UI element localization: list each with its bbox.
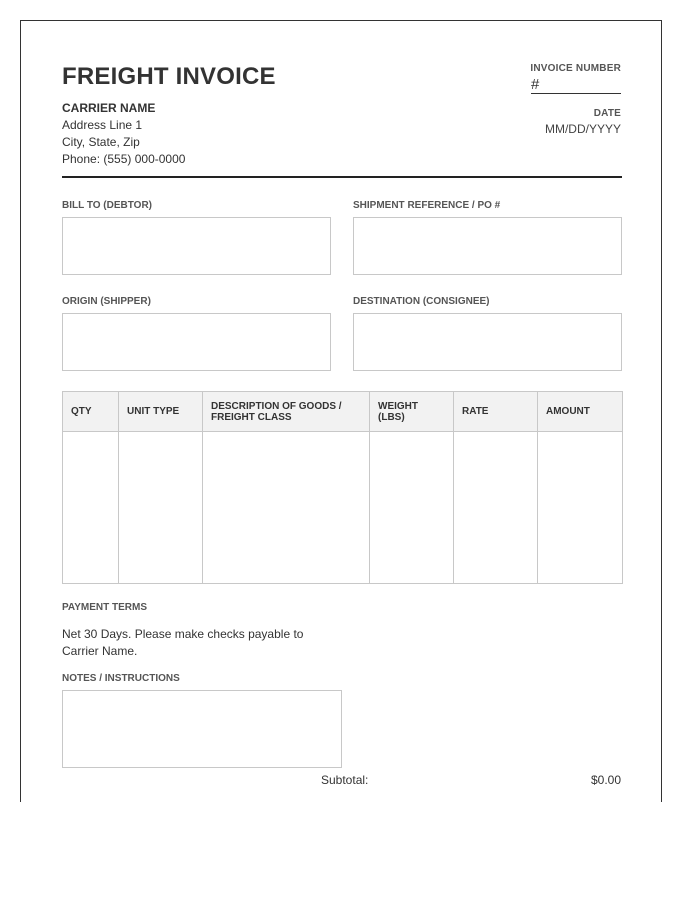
invoice-page <box>20 20 662 802</box>
table-row <box>63 432 623 584</box>
line-items-table <box>62 391 623 584</box>
payment-terms-text: Net 30 Days. Please make checks payable to Carrier Name. <box>62 627 304 658</box>
payment-terms-label: PAYMENT TERMS <box>62 602 148 613</box>
origin-field[interactable] <box>62 313 331 371</box>
amount-cell[interactable] <box>538 432 623 584</box>
column-header-weight: WEIGHT (LBS) <box>370 392 454 432</box>
qty-cell[interactable] <box>63 432 119 584</box>
date-field[interactable]: MM/DD/YYYY <box>544 122 621 136</box>
bill-to-field[interactable] <box>62 217 331 275</box>
column-header-description: DESCRIPTION OF GOODS / FREIGHT CLASS <box>203 392 370 432</box>
shipment-ref-label: SHIPMENT REFERENCE / PO # <box>353 200 501 211</box>
weight-cell[interactable] <box>370 432 454 584</box>
column-header-unit-type: UNIT TYPE <box>119 392 203 432</box>
rate-cell[interactable] <box>454 432 538 584</box>
shipment-ref-field[interactable] <box>353 217 622 275</box>
subtotal-label: Subtotal: <box>321 773 369 787</box>
column-header-amount: AMOUNT <box>538 392 623 432</box>
carrier-city-line: City, State, Zip <box>62 135 140 149</box>
destination-field[interactable] <box>353 313 622 371</box>
carrier-address-line: Address Line 1 <box>62 118 143 132</box>
invoice-number-field[interactable]: # <box>531 76 621 94</box>
description-cell[interactable] <box>203 432 370 584</box>
carrier-phone: Phone: (555) 000-0000 <box>62 152 186 166</box>
carrier-info <box>62 100 185 168</box>
bill-to-label: BILL TO (DEBTOR) <box>62 200 152 211</box>
table-header-row <box>63 392 623 432</box>
carrier-name: CARRIER NAME <box>62 101 156 115</box>
invoice-number-label: INVOICE NUMBER <box>530 63 621 74</box>
invoice-title: FREIGHT INVOICE <box>62 63 276 90</box>
origin-label: ORIGIN (SHIPPER) <box>62 296 151 307</box>
subtotal-value: $0.00 <box>590 773 621 787</box>
notes-field[interactable] <box>62 690 342 768</box>
unit-type-cell[interactable] <box>119 432 203 584</box>
destination-label: DESTINATION (CONSIGNEE) <box>353 296 490 307</box>
header-divider <box>62 176 622 178</box>
notes-label: NOTES / INSTRUCTIONS <box>62 673 180 684</box>
column-header-qty: QTY <box>63 392 119 432</box>
invoice-meta <box>421 63 621 136</box>
date-label: DATE <box>593 108 621 119</box>
column-header-rate: RATE <box>454 392 538 432</box>
